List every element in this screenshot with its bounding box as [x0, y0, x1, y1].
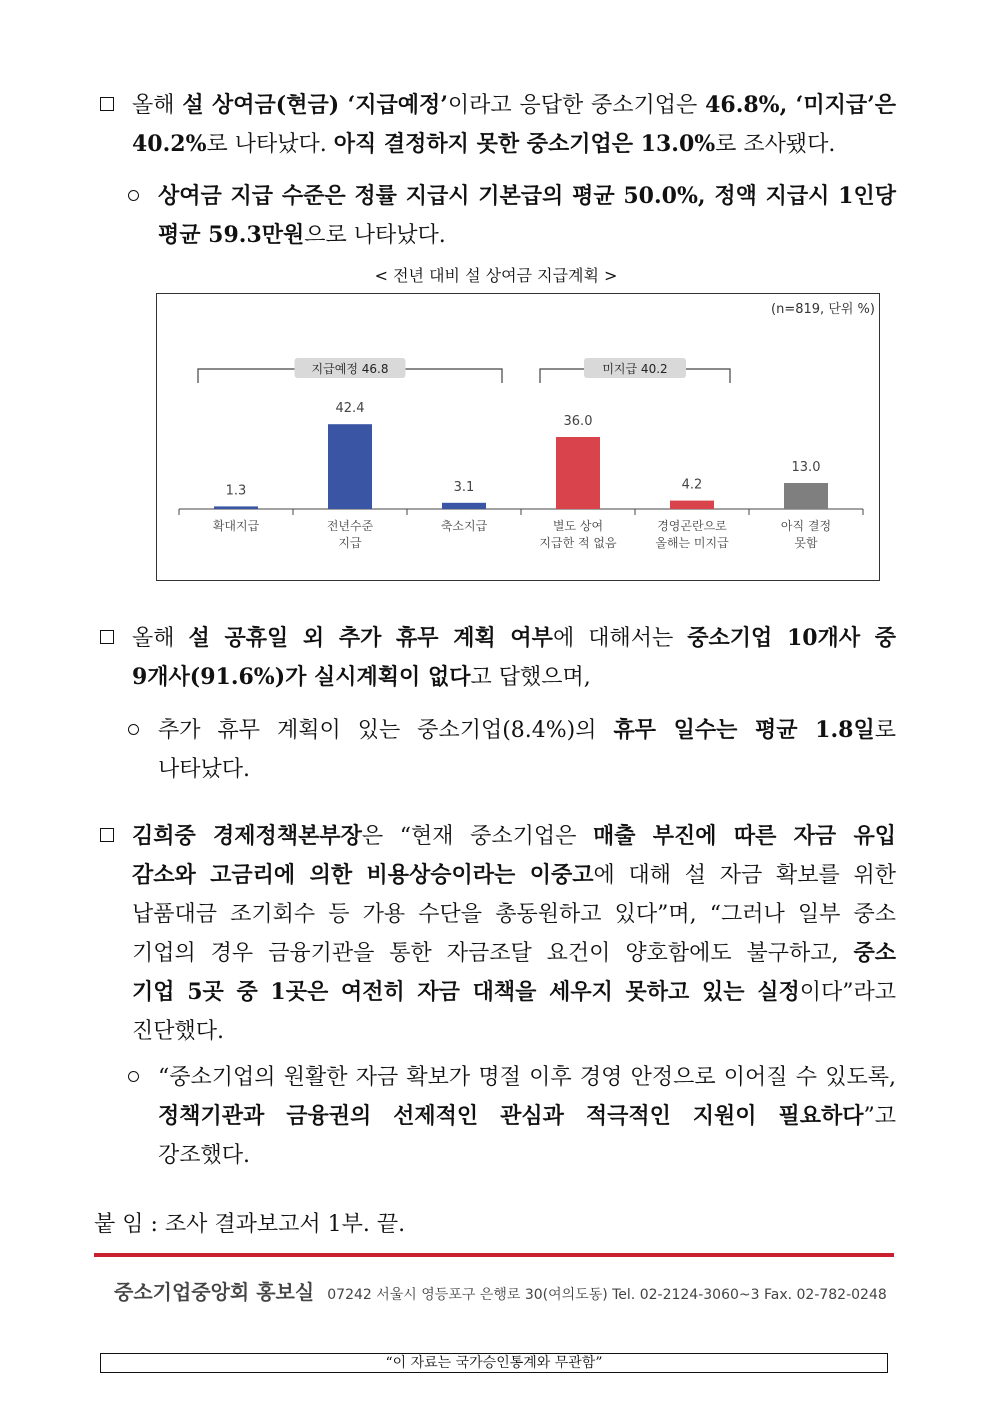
text-run: 나타났다.: [158, 757, 251, 782]
text-line: [132, 1012, 896, 1051]
chart-title: < 전년 대비 설 상여금 지급계획 >: [374, 266, 618, 285]
chart-note: (n=819, 단위 %): [771, 302, 875, 317]
text-run: 설 상여금(현금) ‘지급예정’: [182, 92, 448, 118]
text-run: 추가 휴무 계획이 있는 중소기업(8.4%)의: [158, 718, 614, 743]
group-label: 미지급 40.2: [602, 362, 668, 376]
square-bullet-icon: [100, 97, 114, 111]
text-line: [158, 216, 896, 255]
bar-value-label: 42.4: [335, 401, 365, 417]
text-run: 고 답했으며,: [470, 665, 591, 690]
text-run: 상여금 지급 수준은 정률 지급시 기본급의 평균 50.0%, 정액 지급시 1인당: [158, 183, 896, 209]
text-run: 중소: [853, 940, 896, 966]
category-label: 아직 결정: [780, 519, 832, 533]
text-run: “중소기업의 원활한 자금 확보가 명절 이후 경영 안정으로 이어질 수 있도록,: [158, 1065, 896, 1090]
text-run: 정책기관과 금융권의 선제적인 관심과 적극적인 지원이 필요하다: [158, 1103, 864, 1129]
bullet-bonus-level: [158, 177, 896, 255]
text-run: 강조했다.: [158, 1143, 251, 1168]
text-line: [132, 895, 896, 934]
bullet-policy-support: [158, 1058, 896, 1175]
footer-divider: [94, 1253, 894, 1257]
group-label: 지급예정 46.8: [311, 362, 389, 376]
text-run: 진단했다.: [132, 1019, 225, 1044]
bar-value-label: 1.3: [225, 483, 247, 499]
category-label: 못함: [794, 536, 818, 550]
bar-1: [328, 424, 372, 509]
bar-3: [556, 437, 600, 509]
circle-bullet-icon: [128, 190, 139, 201]
text-run: 기업 5곳 중 1곳은 여전히 자금 대책을 세우지 못하고 있는 실정: [132, 979, 800, 1005]
circle-bullet-icon: [128, 1071, 139, 1082]
text-line: [132, 817, 896, 856]
disclaimer-box: “이 자료는 국가승인통계와 무관함”: [100, 1353, 888, 1373]
bonus-plan-chart: [156, 293, 880, 581]
bar-value-label: 4.2: [681, 477, 703, 493]
text-run: 중소기업 10개사 중: [687, 625, 897, 651]
category-label: 별도 상여: [552, 519, 604, 533]
paragraph-director-quote: [132, 817, 896, 1051]
text-run: 김희중 경제정책본부장: [132, 823, 362, 849]
footer-organization: 중소기업중앙회 홍보실: [114, 1280, 315, 1304]
attachment-note: 붙 임 : 조사 결과보고서 1부. 끝.: [94, 1212, 406, 1237]
paragraph-bonus-plan: [132, 86, 896, 125]
text-line: [132, 856, 896, 895]
text-run: 평균 59.3만원: [158, 222, 305, 248]
text-line: [132, 125, 896, 164]
text-line: [158, 750, 896, 789]
bar-4: [670, 501, 714, 509]
text-run: 로 조사됐다.: [715, 132, 836, 157]
chart-svg: [157, 294, 879, 580]
paragraph-holiday-plan: [132, 619, 896, 697]
text-run: 이라고 응답한 중소기업은: [447, 93, 706, 118]
text-run: 로: [874, 718, 896, 743]
text-run: 기업의 경우 금융기관을 통한 자금조달 요건이 양호함에도 불구하고,: [132, 941, 854, 966]
circle-bullet-icon: [128, 724, 139, 735]
category-label: 경영곤란으로: [657, 519, 727, 533]
text-run: ”고: [863, 1104, 896, 1129]
text-run: 올해: [132, 93, 183, 118]
bar-value-label: 13.0: [791, 460, 821, 475]
footer-contact: 07242 서울시 영등포구 은행로 30(여의도동) Tel. 02-2124-3060~3 Fax. 02-782-0248: [327, 1287, 887, 1303]
text-line: [132, 658, 896, 697]
text-run: 감소와 고금리에 의한 비용상승이라는 이중고: [132, 862, 594, 888]
category-label: 올해는 미지급: [655, 536, 729, 550]
text-run: 이다”라고: [799, 980, 896, 1005]
text-run: 으로 나타났다.: [304, 223, 446, 248]
text-line: [132, 619, 896, 658]
category-label: 축소지급: [440, 519, 488, 533]
text-run: 은 “현재 중소기업은: [361, 824, 593, 849]
text-run: 9개사(91.6%)가 실시계획이 없다: [132, 664, 471, 690]
text-run: 로 나타났다.: [206, 132, 334, 157]
bar-0: [214, 506, 258, 509]
bar-value-label: 36.0: [563, 414, 593, 429]
text-line: [158, 1058, 896, 1097]
bullet-holiday-days: [158, 711, 896, 789]
square-bullet-icon: [100, 828, 114, 842]
text-line: [158, 1136, 896, 1175]
footer: [114, 1276, 887, 1305]
text-line: [158, 711, 896, 750]
bar-value-label: 3.1: [453, 479, 475, 495]
text-run: 아직 결정하지 못한 중소기업은 13.0%: [333, 131, 716, 157]
text-run: 설 공휴일 외 추가 휴무 계획 여부: [188, 625, 553, 651]
text-run: 휴무 일수는 평균 1.8일: [613, 717, 875, 743]
text-run: 에 대해 설 자금 확보를 위한: [593, 863, 896, 888]
paragraph-bonus-plan-cont: [132, 125, 896, 164]
text-run: 매출 부진에 따른 자금 유입: [593, 823, 896, 849]
text-line: [132, 973, 896, 1012]
text-line: [132, 86, 896, 125]
category-label: 지급: [338, 536, 362, 550]
text-run: 40.2%: [132, 131, 207, 157]
category-label: 전년수준: [326, 519, 374, 533]
text-line: [132, 934, 896, 973]
text-line: [158, 1097, 896, 1136]
bar-2: [442, 503, 486, 509]
text-run: 에 대해서는: [552, 626, 688, 651]
bar-5: [784, 483, 828, 509]
text-run: 올해: [132, 626, 189, 651]
square-bullet-icon: [100, 630, 114, 644]
category-label: 확대지급: [212, 519, 260, 533]
category-label: 지급한 적 없음: [539, 536, 617, 550]
text-run: 납품대금 조기회수 등 가용 수단을 총동원하고 있다”며, “그러나 일부 중소: [132, 902, 896, 927]
text-line: [158, 177, 896, 216]
text-run: 46.8%, ‘미지급’은: [705, 92, 897, 118]
